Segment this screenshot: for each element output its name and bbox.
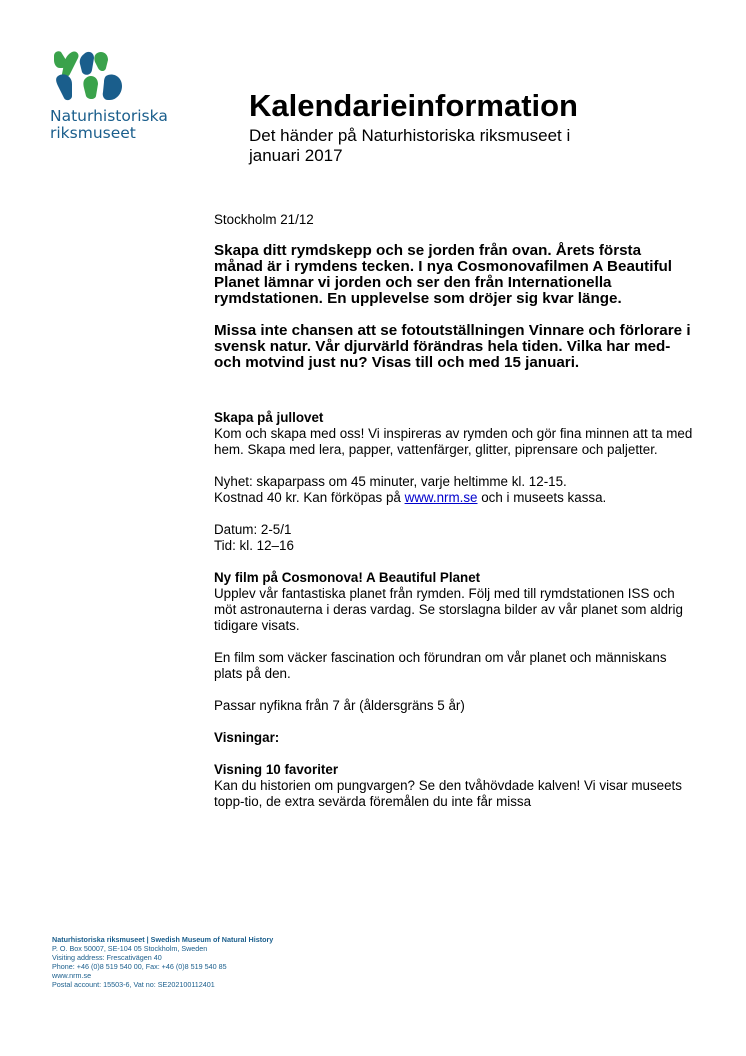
section-jullov-news: Nyhet: skaparpass om 45 minuter, varje heltimme kl. 12-15. [214,474,567,489]
logo-line-1: Naturhistoriska [50,107,168,125]
footer-line-3: Visiting address: Frescativägen 40 [52,953,162,962]
section-film-text-1: Upplev vår fantastiska planet från rymden. Följ med till rymdstationen ISS och möt astronauterna i deras vardag. Se storslagna bilder av vår planet som aldrig tidigare visats. [214,586,683,633]
section-jullov-cost [214,490,694,506]
section-title-favoriter: Visning 10 favoriter [214,762,339,777]
footer-line-5: www.nrm.se [52,971,92,980]
museum-logo [50,50,168,142]
page-title: Kalendarieinformation [249,88,578,123]
lead-paragraph-2: Missa inte chansen att se fotoutställningen Vinnare och förlorare i svensk natur. Vår djurvärld förändras hela tiden. Vilka har med- och motvind just nu? Visas till och med 15 januari. [214,322,691,371]
cost-text-pre: Kostnad 40 kr. Kan förköpas på [214,490,405,505]
footer-line-1: Naturhistoriska riksmuseet | Swedish Museum of Natural History [52,935,274,944]
section-film-text-2: En film som väcker fascination och förundran om vår planet och människans plats på den. [214,650,667,681]
footer-line-6: Postal account: 15503-6, Vat no: SE202100112401 [52,980,215,989]
section-jullov-time: Tid: kl. 12–16 [214,538,294,553]
document-footer [52,935,472,989]
section-title-film: Ny film på Cosmonova! A Beautiful Planet [214,570,481,585]
footer-line-2: P. O. Box 50007, SE-104 05 Stockholm, Sweden [52,944,208,953]
section-title-visningar: Visningar: [214,730,280,745]
logo-text [50,107,168,142]
footer-line-4: Phone: +46 (0)8 519 540 00, Fax: +46 (0)8 519 540 85 [52,962,227,971]
logo-line-2: riksmuseet [50,124,136,142]
document-header [249,88,709,166]
section-jullov-text: Kom och skapa med oss! Vi inspireras av rymden och gör fina minnen att ta med hem. Skapa med lera, papper, vattenfärger, glitter, piprensare och paljetter. [214,426,693,457]
lead-paragraph-1: Skapa ditt rymdskepp och se jorden från ovan. Årets första månad är i rymdens tecken. I nya Cosmonovafilmen A Beautiful Planet lämnar vi jorden och ser den från Internationella rymdstationen. En upplevelse som dröjer sig kvar länge. [214,242,672,307]
subtitle-line-2: januari 2017 [249,146,343,165]
place-date: Stockholm 21/12 [214,212,314,227]
section-film-age: Passar nyfikna från 7 år (åldersgräns 5 år) [214,698,465,713]
section-favoriter-text: Kan du historien om pungvargen? Se den tvåhövdade kalven! Vi visar museets topp-tio, de extra sevärda föremålen du inte får missa [214,778,682,809]
section-title-jullov: Skapa på jullovet [214,410,324,425]
section-jullov-date: Datum: 2-5/1 [214,522,292,537]
logo-mark-icon [50,50,128,102]
nrm-link[interactable]: www.nrm.se [404,490,478,505]
page-subtitle [249,126,709,166]
cost-text-post: och i museets kassa. [477,490,607,505]
document-body [214,212,694,810]
subtitle-line-1: Det händer på Naturhistoriska riksmuseet i [249,126,571,145]
